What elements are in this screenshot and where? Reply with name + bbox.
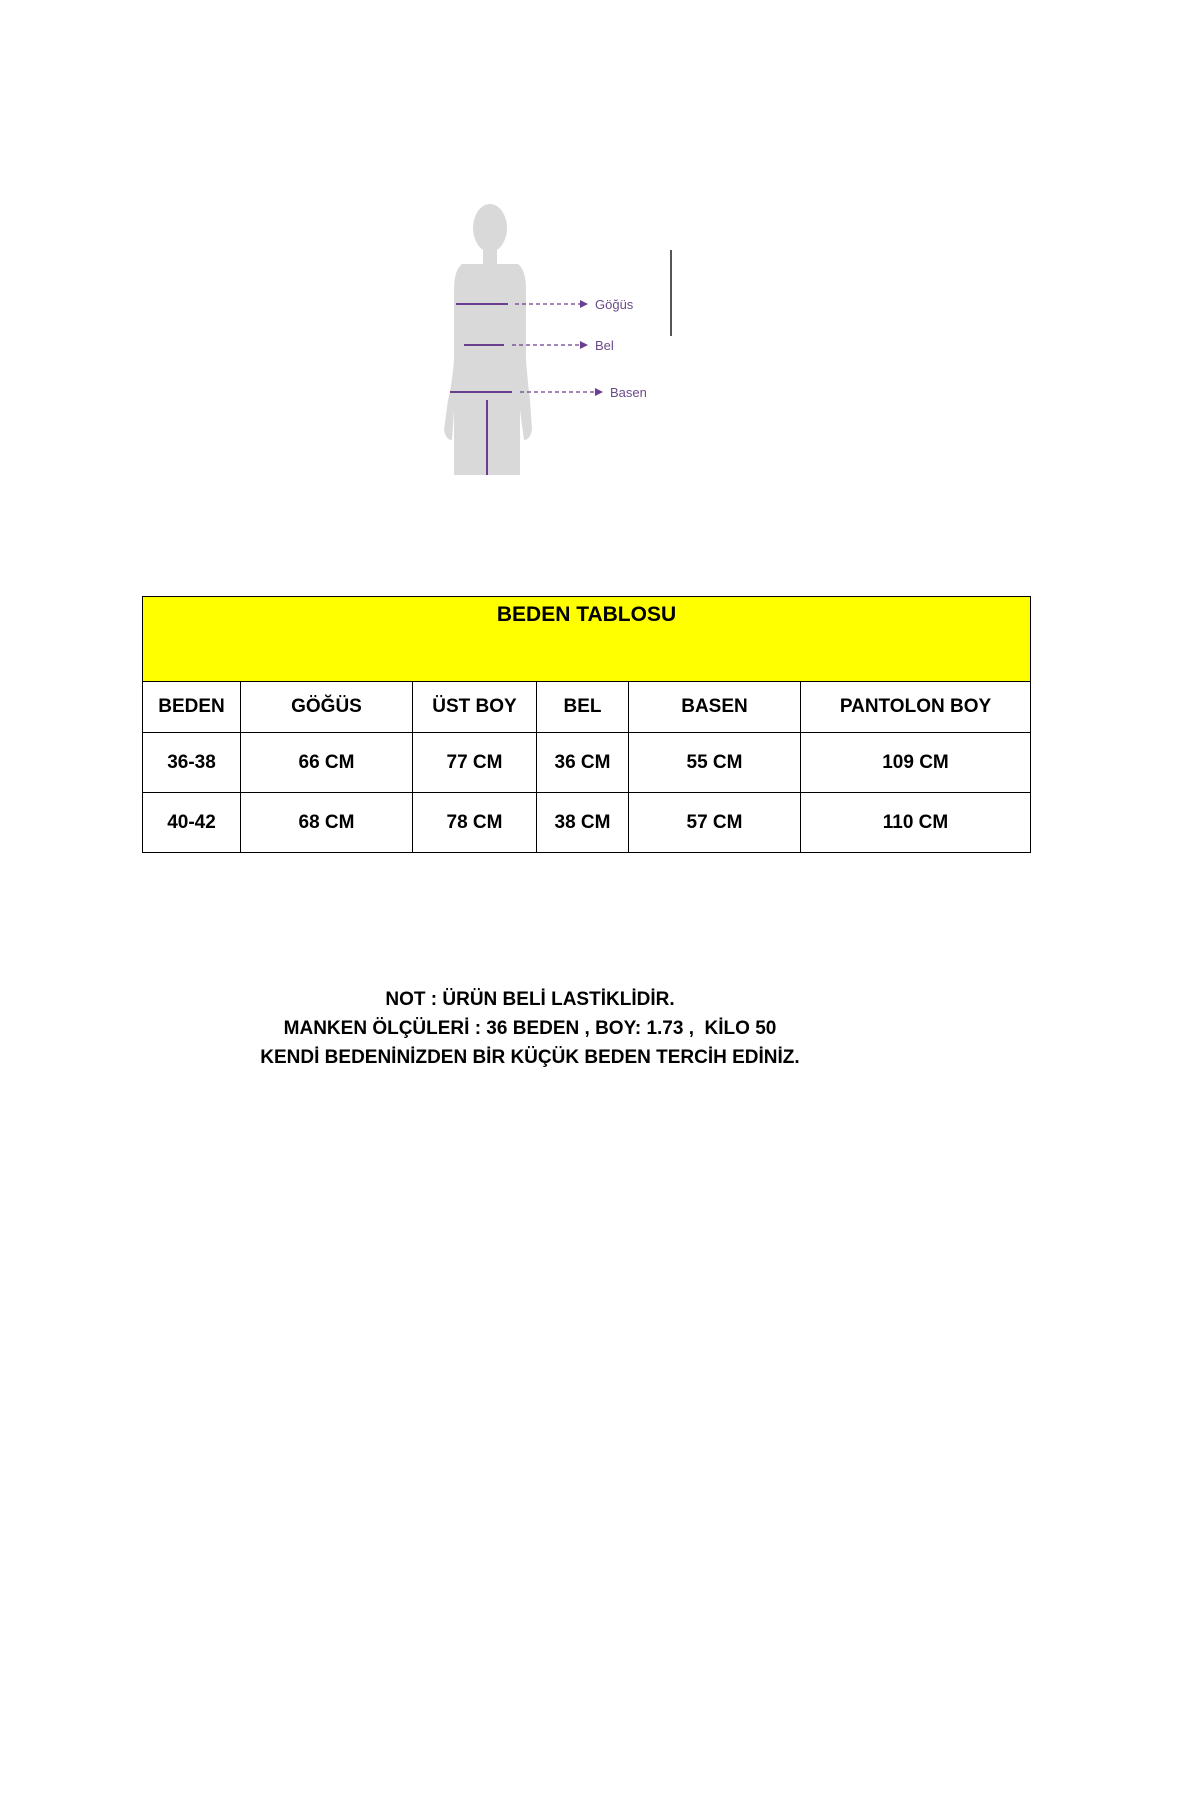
table-cell: 68 CM: [241, 793, 413, 853]
body-measurement-figure: [440, 200, 690, 475]
silhouette-head: [473, 204, 507, 252]
table-header-row: [143, 682, 1031, 733]
table-cell: 55 CM: [629, 733, 801, 793]
table-row: [143, 793, 1031, 853]
table-cell: 110 CM: [801, 793, 1031, 853]
silhouette-illustration: [440, 200, 690, 475]
note-model-measurements: MANKEN ÖLÇÜLERİ : 36 BEDEN , BOY: 1.73 , KİLO 50: [283, 1018, 777, 1039]
table-cell: 57 CM: [629, 793, 801, 853]
waist-pointer-arrow-icon: [580, 341, 588, 349]
column-header-size: BEDEN: [143, 682, 241, 733]
chest-label: Göğüs: [595, 297, 634, 312]
table-cell: 40-42: [143, 793, 241, 853]
table-cell: 38 CM: [537, 793, 629, 853]
column-header-trouser-length: PANTOLON BOY: [801, 682, 1031, 733]
table-cell: 36-38: [143, 733, 241, 793]
table-title-row: [143, 597, 1031, 682]
note-size-advice: KENDİ BEDENİNİZDEN BİR KÜÇÜK BEDEN TERCİH EDİNİZ.: [260, 1047, 800, 1068]
table-cell: 77 CM: [413, 733, 537, 793]
silhouette-neck: [483, 248, 497, 264]
note-elastic-waist: NOT : ÜRÜN BELİ LASTİKLİDİR.: [385, 989, 675, 1010]
hip-pointer-arrow-icon: [595, 388, 603, 396]
column-header-waist: BEL: [537, 682, 629, 733]
waist-label: Bel: [595, 338, 614, 353]
column-header-chest: GÖĞÜS: [241, 682, 413, 733]
size-chart-table: [142, 596, 1031, 853]
table-row: [143, 733, 1031, 793]
notes-section: [230, 985, 830, 1072]
table-title: BEDEN TABLOSU: [143, 597, 1031, 682]
table-cell: 66 CM: [241, 733, 413, 793]
table-cell: 36 CM: [537, 733, 629, 793]
column-header-hip: BASEN: [629, 682, 801, 733]
table-cell: 109 CM: [801, 733, 1031, 793]
table-cell: 78 CM: [413, 793, 537, 853]
chest-pointer-arrow-icon: [580, 300, 588, 308]
hip-label: Basen: [610, 385, 647, 400]
column-header-top-length: ÜST BOY: [413, 682, 537, 733]
